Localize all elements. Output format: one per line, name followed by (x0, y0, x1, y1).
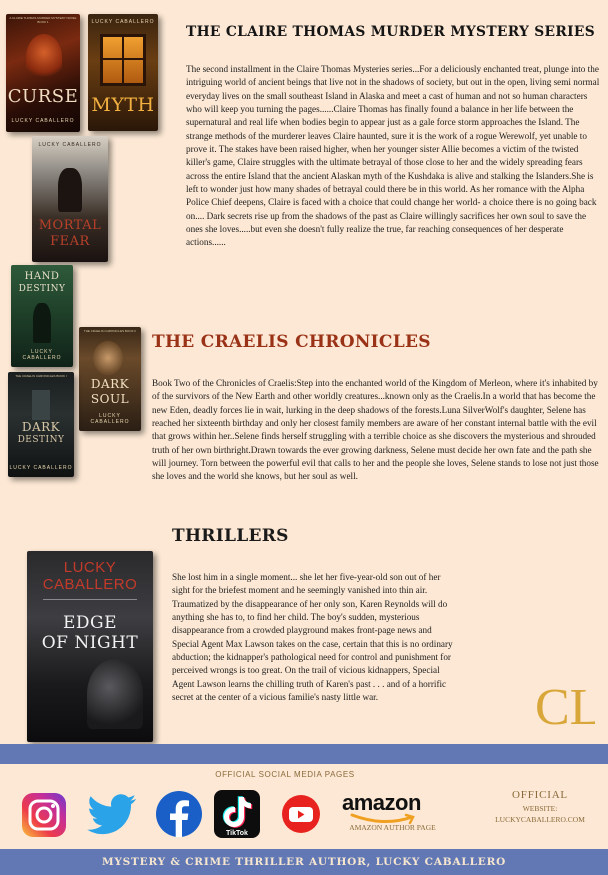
social-media-title: OFFICIAL SOCIAL MEDIA PAGES (215, 770, 355, 779)
book-author: LUCKY CABALLERO (38, 142, 102, 148)
book-title: MYTH (91, 94, 155, 116)
author-monogram-logo (533, 670, 595, 740)
official-label: OFFICIAL (512, 789, 568, 801)
tiktok-label: TikTok (226, 830, 248, 837)
section-heading-claire-thomas: THE CLAIRE THOMAS MURDER MYSTERY SERIES (186, 24, 595, 40)
book-title-line-1: EDGE (62, 613, 118, 633)
book-title-line-1: HAND (24, 271, 60, 282)
book-title-line-2: OF NIGHT (41, 633, 139, 653)
book-title-line-1: DARK (21, 420, 61, 434)
book-author: LUCKY CABALLERO (11, 118, 75, 124)
logo-letters: CL (535, 679, 595, 736)
book-author-line-2: CABALLERO (42, 576, 138, 593)
book-title-line-2: FEAR (50, 234, 90, 249)
book-title-line-2: DESTINY (18, 284, 66, 294)
section-description-craelis: Book Two of the Chronicles of Craelis:Step into the enchanted world of the Kingdom of Merleon, where it's inhabited by of the survivors of the New Earth and other worldly creatures...known only as the Craelis.In a world that has become the new Eden, deadly forces lie in wait, lurking in the deep shadows of the forests.Luna SilverWolf's daughter, Selene has reached her sixteenth birthday and only her closest family members are aware of her constant internal battle with the evil that grows within her..Selene finds herself struggling with a terrible choice as she discovers the mysterious and shrouded truth of her own birthright.Drawn towards the ever growing darkness, Selene must decide her own fate and the path she will journey. Torn between the powerful evil that calls to her and the people she loves, Selene stands to lose not just those she loves and the world she knows, but her soul as well. (152, 378, 599, 482)
footer-tagline-band (0, 849, 608, 875)
book-series-line: THE CRAELIS CHRONICLES BOOK I (15, 374, 67, 378)
official-website-block (490, 789, 590, 824)
book-author-line-1: LUCKY (63, 559, 117, 576)
section-heading-craelis: THE CRAELIS CHRONICLES (152, 332, 431, 352)
section-heading-thrillers: THRILLERS (172, 526, 289, 546)
book-title-line-2: DESTINY (17, 435, 65, 445)
book-author: LUCKY CABALLERO (9, 465, 73, 471)
book-series-line: THE CRAELIS CHRONICLES BOOK II (83, 329, 137, 333)
book-cover-curse[interactable] (6, 14, 80, 132)
twitter-icon[interactable] (86, 794, 138, 836)
book-series-line: A CLAIRE THOMAS MURDER MYSTERY NOVEL BOOK 1 (9, 16, 77, 24)
book-title: CURSE (7, 86, 79, 107)
book-cover-mortal-fear[interactable] (32, 136, 108, 262)
footer-divider-band (0, 744, 608, 764)
book-author: LUCKY CABALLERO (91, 19, 155, 25)
book-cover-myth[interactable] (88, 14, 158, 131)
amazon-author-page-link[interactable]: AMAZON AUTHOR PAGE (349, 823, 436, 832)
section-description-thrillers: She lost him in a single moment... she let her five-year-old son out of her sight for the briefest moment and he seemingly vanished into thin air. Traumatized by the disappearance of her only son, Karen Reynolds will do anything she has to, to find her child. The boy's sudden, mysterious disappearance from a crowded playground makes front-page news and Special Agent Max Lawson takes on the case, certain that this is no ordinary abduction; the kidnapper's pathological need for control and punishment for perceived wrongs is too great. On the trail of vicious kidnappers, Special Agent Lawson learns the chilling truth of Karen's past . . . and of a horrific secret at the center of a vicious familie's nasty little war. (172, 572, 453, 703)
book-author: LUCKY CABALLERO (90, 413, 130, 425)
book-title-line-1: MORTAL (38, 218, 102, 233)
author-tagline: MYSTERY & CRIME THRILLER AUTHOR, LUCKY CABALLERO (101, 856, 507, 868)
book-title-line-1: DARK (90, 377, 130, 391)
section-description-claire-thomas: The second installment in the Claire Thomas Mysteries series...For a deliciously enchanted treat, plunge into the intriguing world of ancient beings that live not in the shadows of society, but out in the open, living semi normal everyday lives on the small southeast Island in Alaska and meet a cast of human and not so human characters who will keep you turning the pages......Claire Thomas has finally found a balance in her life between the supernatural and real life when bodies begin to appear just as a gale force storm approaches the Island. The strange methods of the murderer leaves Claire haunted, sure it is the work of a rogue Werewolf, yet unable to prove it. The stakes have been raised higher, when her younger sister Allie becomes a victim of the twisted killer's game, Claire struggles with the ultimate betrayal of those close to her and the widely spreading fears across the entire Island that the ancient Alaskan myth of the Kushdaka is alive and stalking the Islanders.She is left to wonder just how many shades of betrayal could there be in this world. As her romance with the Alpha Police Chief deepens, Claire is faced with a choice that could change her world- a choice there is no going back on.... Dark secrets rise up from the shadows of the past as Claire willingly sacrifices her own soul to save the ones she loves.....but even she doesn't fully realize the true, far reaching consequences of her desperate actions...... (186, 64, 600, 248)
book-cover-hand-of-destiny[interactable] (11, 265, 73, 367)
book-cover-edge-of-night[interactable] (27, 551, 153, 742)
book-cover-dark-soul[interactable] (79, 327, 141, 431)
amazon-icon[interactable]: amazon (342, 790, 421, 815)
facebook-icon[interactable] (155, 790, 203, 838)
book-title-line-2: SOUL (90, 392, 130, 406)
website-label: WEBSITE: (522, 804, 558, 813)
book-cover-dark-destiny[interactable] (8, 372, 74, 477)
youtube-icon[interactable] (278, 794, 324, 834)
instagram-icon[interactable] (21, 792, 67, 838)
website-url-link[interactable]: LUCKYCABALLERO.COM (495, 815, 585, 824)
tiktok-icon[interactable] (214, 790, 260, 838)
book-author: LUCKY CABALLERO (22, 349, 62, 361)
